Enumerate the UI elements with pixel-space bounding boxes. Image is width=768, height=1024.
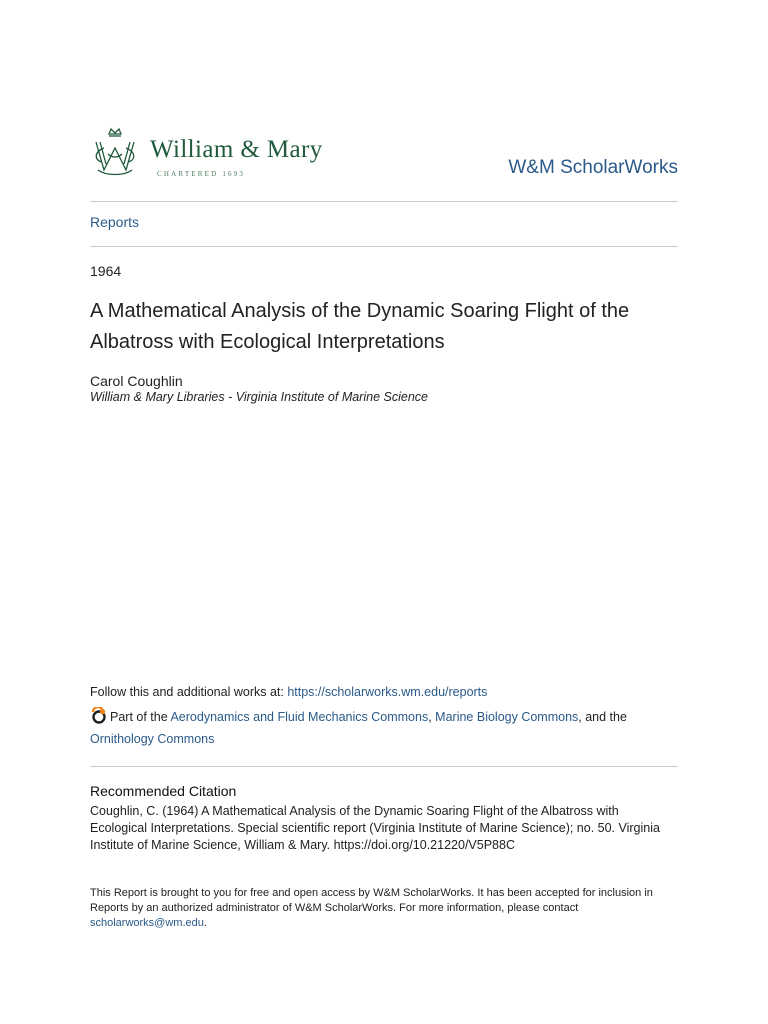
notice-text: This Report is brought to you for free and open access by W&M ScholarWorks. It has been accepted for inclusion in Reports by an authorized administrator of W&M ScholarWorks. For more information, please contact <box>90 887 653 914</box>
notice-end: . <box>203 917 207 929</box>
header <box>90 124 678 184</box>
part-of-prefix: Part of the <box>110 710 171 724</box>
divider <box>90 246 678 247</box>
follow-line <box>90 685 487 699</box>
series-link[interactable]: Reports <box>90 214 140 230</box>
logo-wordmark: William & Mary <box>150 136 323 163</box>
access-notice <box>90 886 678 931</box>
logo-charter-text: CHARTERED 1693 <box>157 170 246 178</box>
part-of-line <box>90 706 678 750</box>
wm-logo[interactable] <box>90 126 370 182</box>
part-of-separator: , <box>428 710 436 724</box>
citation-heading: Recommended Citation <box>90 783 237 799</box>
reports-url-link[interactable]: https://scholarworks.wm.edu/reports <box>287 685 488 699</box>
open-access-icon <box>90 707 107 724</box>
marine-biology-commons-link[interactable]: Marine Biology Commons <box>435 710 579 724</box>
document-title: A Mathematical Analysis of the Dynamic Soaring Flight of the Albatross with Ecological Interpretations <box>90 300 630 353</box>
aerodynamics-commons-link[interactable]: Aerodynamics and Fluid Mechanics Commons <box>170 710 429 724</box>
scholarworks-link[interactable]: W&M ScholarWorks <box>508 157 678 178</box>
author-name: Carol Coughlin <box>90 373 183 389</box>
ornithology-commons-link[interactable]: Ornithology Commons <box>90 732 215 746</box>
publication-year: 1964 <box>90 263 122 279</box>
author-affiliation: William & Mary Libraries - Virginia Institute of Marine Science <box>90 390 428 404</box>
part-of-separator: , and the <box>578 710 627 724</box>
william-and-mary-crest-icon <box>90 126 140 180</box>
divider <box>90 201 678 202</box>
follow-label: Follow this and additional works at: <box>90 685 288 699</box>
divider <box>90 766 678 767</box>
contact-email-link[interactable]: scholarworks@wm.edu <box>90 917 204 929</box>
citation-text: Coughlin, C. (1964) A Mathematical Analysis of the Dynamic Soaring Flight of the Albatross with Ecological Interpretations. Special scientific report (Virginia Institute of Marine Science); no. 50. Virginia Institute of Marine Science, William & Mary. https://doi.org/10.21220/V5P88C <box>90 804 660 852</box>
cover-page <box>90 0 678 1024</box>
